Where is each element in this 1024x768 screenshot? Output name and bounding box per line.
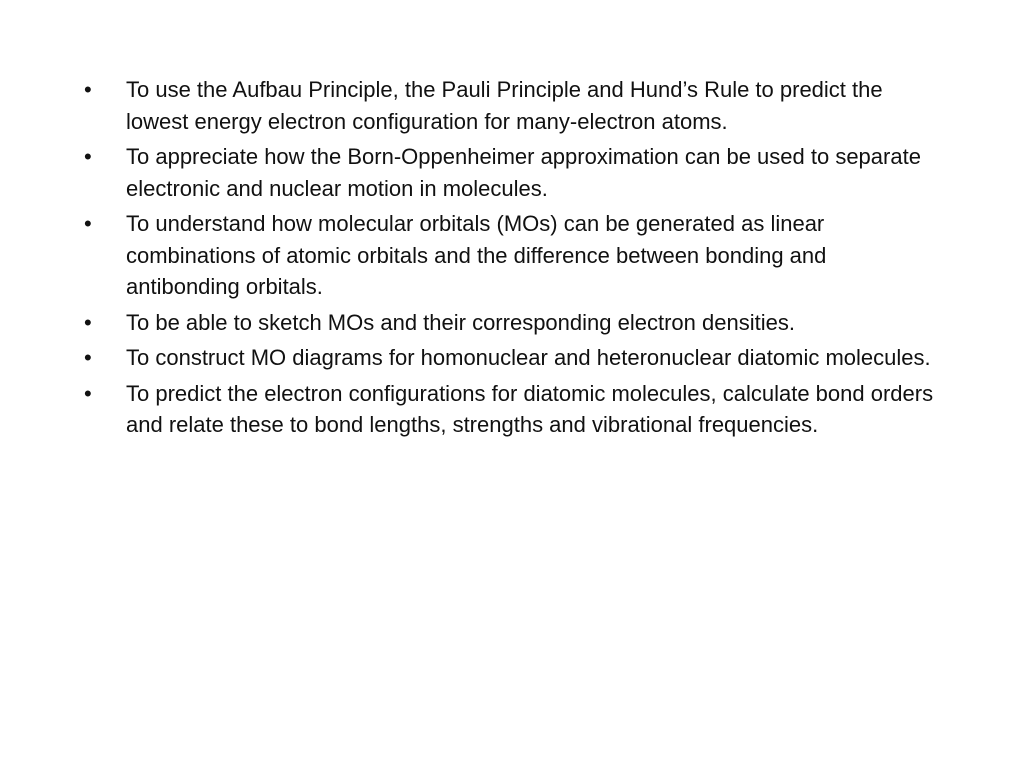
bullet-icon: • — [84, 309, 92, 335]
bullet-text: To understand how molecular orbitals (MOs) can be generated as linear combinations of atomic orbitals and the difference between bonding and antibonding orbitals. — [126, 211, 827, 299]
bullet-icon: • — [84, 380, 92, 406]
list-item — [84, 74, 944, 137]
bullet-text: To construct MO diagrams for homonuclear and heteronuclear diatomic molecules. — [126, 345, 931, 370]
bullet-text: To appreciate how the Born-Oppenheimer approximation can be used to separate electronic and nuclear motion in molecules. — [126, 144, 921, 201]
bullet-text: To predict the electron configurations for diatomic molecules, calculate bond orders and relate these to bond lengths, strengths and vibrational frequencies. — [126, 380, 934, 437]
list-item — [84, 307, 944, 339]
objectives-list — [84, 74, 944, 445]
bullet-icon: • — [84, 345, 92, 370]
list-item — [84, 342, 944, 374]
list-item — [84, 141, 944, 204]
bullet-text: To use the Aufbau Principle, the Pauli Principle and Hund’s Rule to predict the lowest energy electron configuration for many-electron atoms. — [126, 77, 883, 134]
bullet-icon: • — [84, 144, 92, 169]
bullet-text: To be able to sketch MOs and their corresponding electron densities. — [126, 309, 795, 335]
bullet-icon: • — [84, 211, 92, 236]
list-item — [84, 208, 944, 303]
bullet-icon: • — [84, 77, 92, 102]
list-item — [84, 378, 944, 441]
